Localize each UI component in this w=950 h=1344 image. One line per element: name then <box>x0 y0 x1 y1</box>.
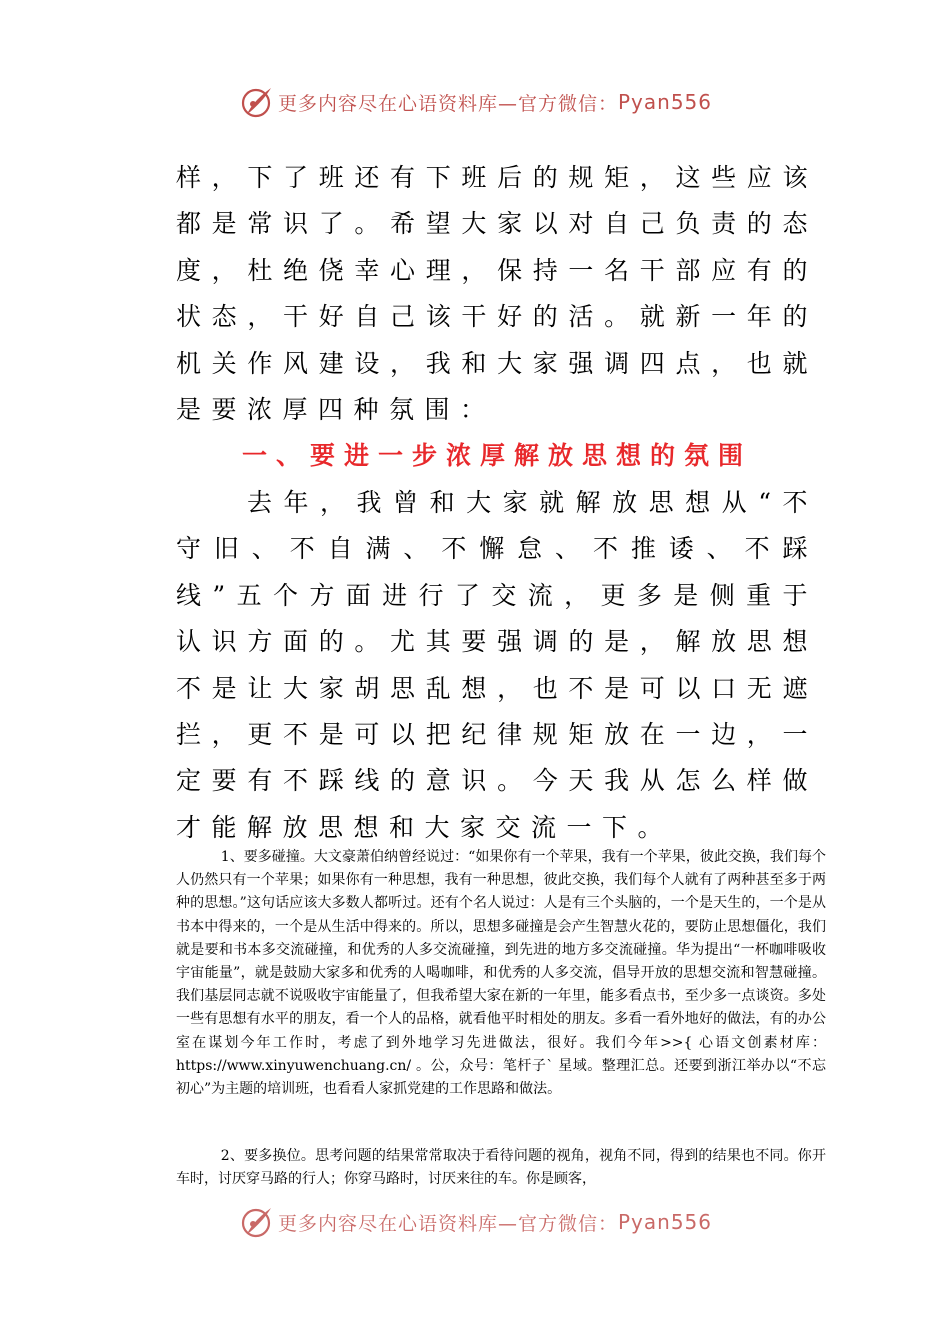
paragraph-top: 样，下了班还有下班后的规矩，这些应该都是常识了。希望大家以对自己负责的态度，杜绝侥幸心理，保持一名干部应有的状态，干好自己该干好的活。就新一年的机关作风建设，我和大家强调四点，也就是要浓厚四种氛围： <box>176 163 818 425</box>
quill-circle-icon <box>238 84 274 120</box>
wechat-id: Pyan556 <box>618 90 713 114</box>
banner-text: 更多内容尽在心语资料库—官方微信： <box>277 1212 618 1235</box>
point-1-paragraph: 1、要多碰撞。大文豪萧伯纳曾经说过：“如果你有一个苹果，我有一个苹果，彼此交换，我们每个人仍然只有一个苹果；如果你有一种思想，我有一种思想，彼此交换，我们每个人就有了两种甚至多于两种的思想。”这句话应该大多数人都听过。还有个名人说过：人是有三个头脑的，一个是天生的，一个是从书本中得来的，一个是从生活中得来的。所以，思想多碰撞是会产生智慧火花的，要防止思想僵化，我们就是要和书本多交流碰撞，和优秀的人多交流碰撞，到先进的地方多交流碰撞。华为提出“一杯咖啡吸收宇宙能量”，就是鼓励大家多和优秀的人喝咖啡，和优秀的人多交流，倡导开放的思想交流和智慧碰撞。我们基层同志就不说吸收宇宙能量了，但我希望大家在新的一年里，能多看点书，至少多一点谈资。多处一些有思想有水平的朋友，看一个人的品格，就看他平时相处的朋友。多看一看外地好的做法，有的办公室在谋划今年工作时，考虑了到外地学习先进做法，很好。我们今年>>{ 心语文创素材库：https://www.xinyuwenchuang.cn/ 。公，众号：笔杆子` 星域。整理汇总。还要到浙江举办以“不忘初心”为主题的培训班，也看看人家抓党建的工作思路和做法。 <box>176 849 826 1098</box>
banner-text: 更多内容尽在心语资料库—官方微信： <box>277 92 618 115</box>
footer-banner <box>0 1200 950 1244</box>
paragraph-intro: 去年，我曾和大家就解放思想从“不守旧、不自满、不懈怠、不推诿、不踩线”五个方面进行了交流，更多是侧重于认识方面的。尤其要强调的是，解放思想不是让大家胡思乱想，也不是可以口无遮拦，更不是可以把纪律规矩放在一边，一定要有不踩线的意识。今天我从怎么样做才能解放思想和大家交流一下。 <box>176 488 818 842</box>
header-banner <box>0 80 950 124</box>
quill-circle-icon <box>238 1204 274 1240</box>
point-2-paragraph: 2、要多换位。思考问题的结果常常取决于看待问题的视角，视角不同，得到的结果也不同。你开车时，讨厌穿马路的行人；你穿马路时，讨厌来往的车。你是顾客， <box>176 1148 826 1188</box>
section-heading: 一、要进一步浓厚解放思想的氛围 <box>241 441 752 470</box>
wechat-id: Pyan556 <box>618 1210 713 1234</box>
